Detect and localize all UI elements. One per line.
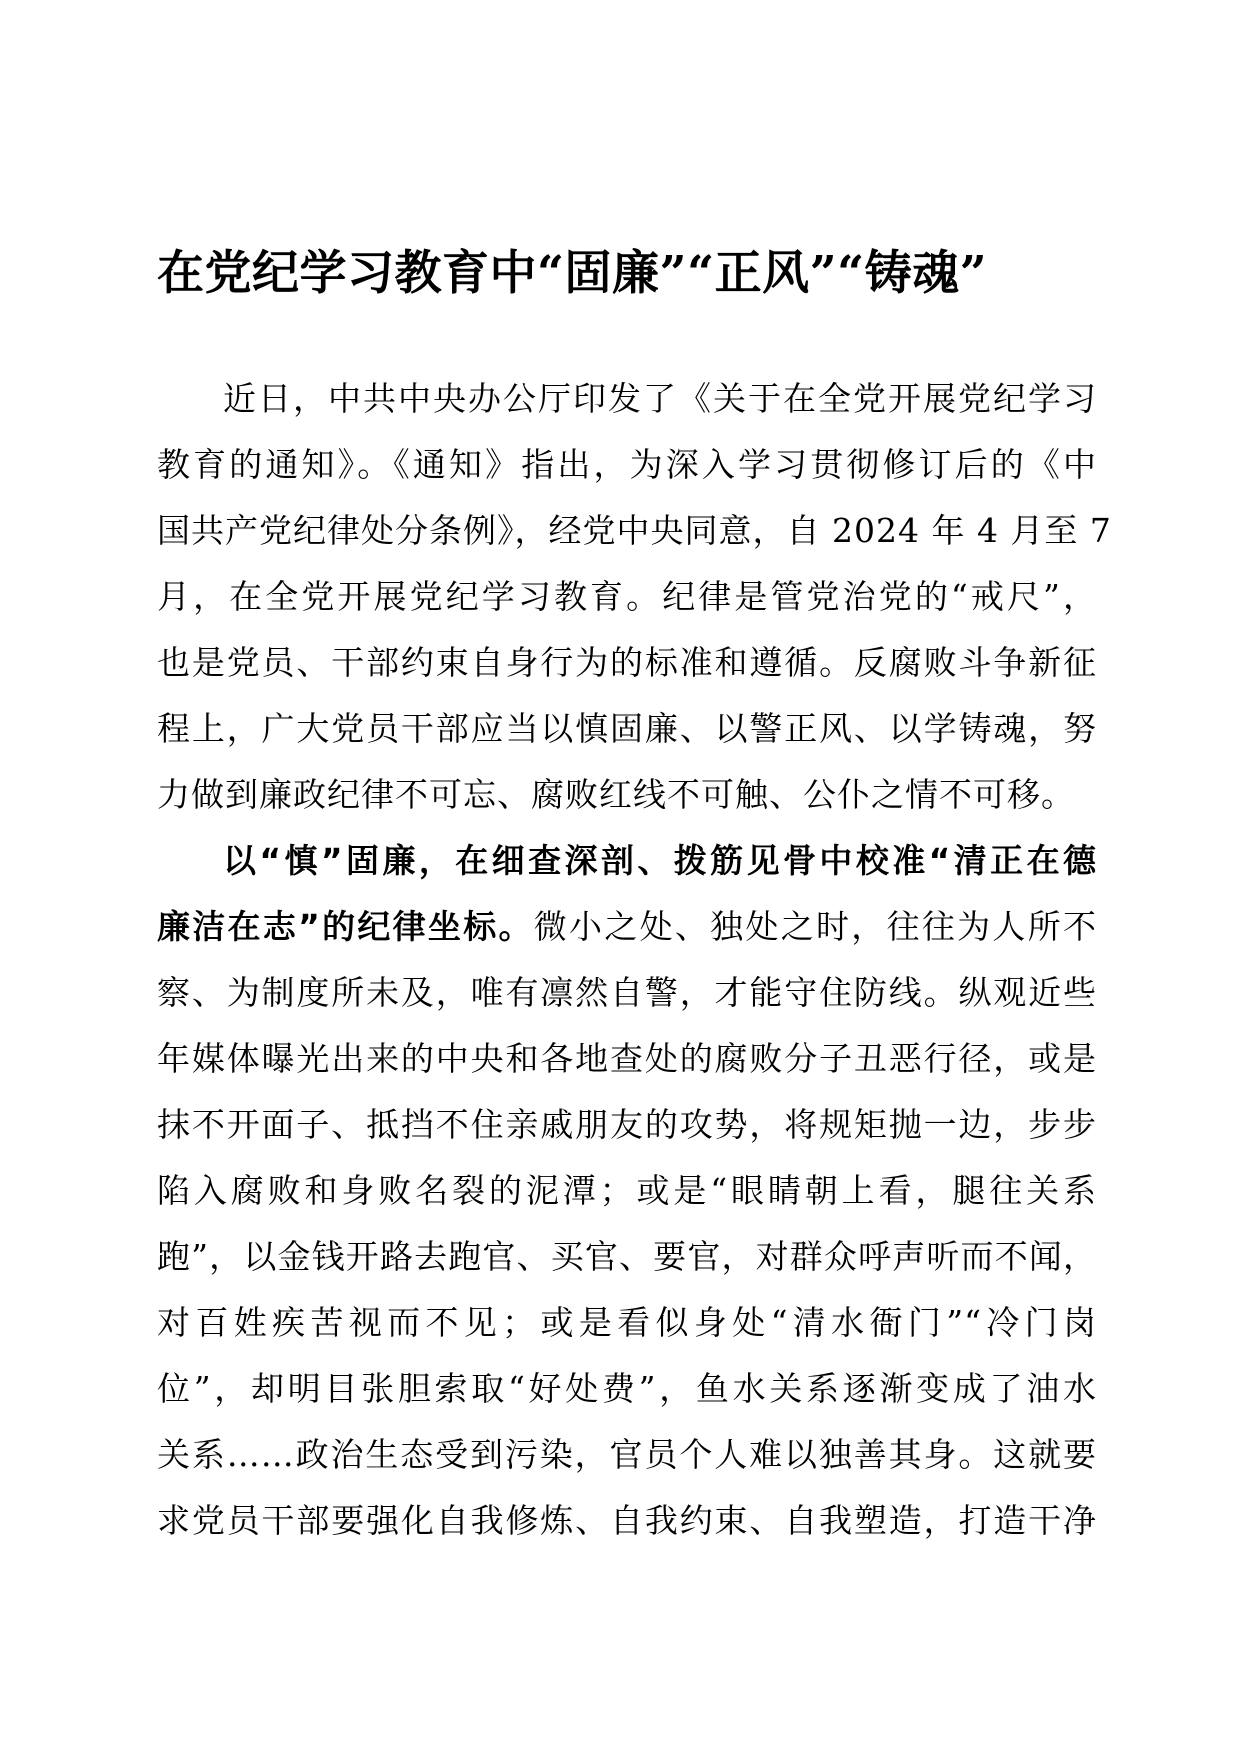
paragraph-line: 察、为制度所未及，唯有凛然自警，才能守住防线。纵观近些 bbox=[157, 973, 1097, 1012]
paragraph-line: 陷入腐败和身败名裂的泥潭；或是“眼睛朝上看，腿往关系 bbox=[157, 1171, 1097, 1210]
paragraph-line-mixed bbox=[157, 894, 1097, 960]
paragraph-line: 月，在全党开展党纪学习教育。纪律是管党治党的“戒尺”， bbox=[157, 577, 1097, 616]
paragraph-line: 力做到廉政纪律不可忘、腐败红线不可触、公仆之情不可移。 bbox=[157, 775, 1075, 814]
paragraph-line: 年媒体曝光出来的中央和各地查处的腐败分子丑恶行径，或是 bbox=[157, 1039, 1097, 1078]
paragraph-text: 微小之处、独处之时，往往为人所不 bbox=[533, 907, 1097, 946]
paragraph-line: 近日，中共中央办公厅印发了《关于在全党开展党纪学习 bbox=[223, 379, 1097, 418]
paragraph-line: 抹不开面子、抵挡不住亲戚朋友的攻势，将规矩抛一边，步步 bbox=[157, 1105, 1097, 1144]
paragraph-line: 对百姓疾苦视而不见；或是看似身处“清水衙门”“冷门岗 bbox=[157, 1303, 1097, 1342]
paragraph-line: 求党员干部要强化自我修炼、自我约束、自我塑造，打造干净 bbox=[157, 1501, 1097, 1540]
paragraph-line: 教育的通知》。《通知》指出，为深入学习贯彻修订后的《中 bbox=[157, 445, 1097, 484]
paragraph-line: 也是党员、干部约束自身行为的标准和遵循。反腐败斗争新征 bbox=[157, 643, 1097, 682]
paragraph-line: 程上，广大党员干部应当以慎固廉、以警正风、以学铸魂，努 bbox=[157, 709, 1097, 748]
paragraph-line: 关系……政治生态受到污染，官员个人难以独善其身。这就要 bbox=[157, 1435, 1097, 1474]
section-heading-tail: 廉洁在志”的纪律坐标。 bbox=[157, 907, 534, 946]
paragraph-line: 位”，却明目张胆索取“好处费”，鱼水关系逐渐变成了油水 bbox=[157, 1369, 1097, 1408]
paragraph-line: 跑”，以金钱开路去跑官、买官、要官，对群众呼声听而不闻， bbox=[157, 1237, 1097, 1276]
paragraph-line: 国共产党纪律处分条例》，经党中央同意，自 2024 年 4 月至 7 bbox=[157, 511, 1112, 550]
section-heading-line: 以“慎”固廉，在细查深剖、拨筋见骨中校准“清正在德 bbox=[223, 841, 1097, 880]
document-title: 在党纪学习教育中“固廉”“正风”“铸魂” bbox=[157, 246, 988, 301]
